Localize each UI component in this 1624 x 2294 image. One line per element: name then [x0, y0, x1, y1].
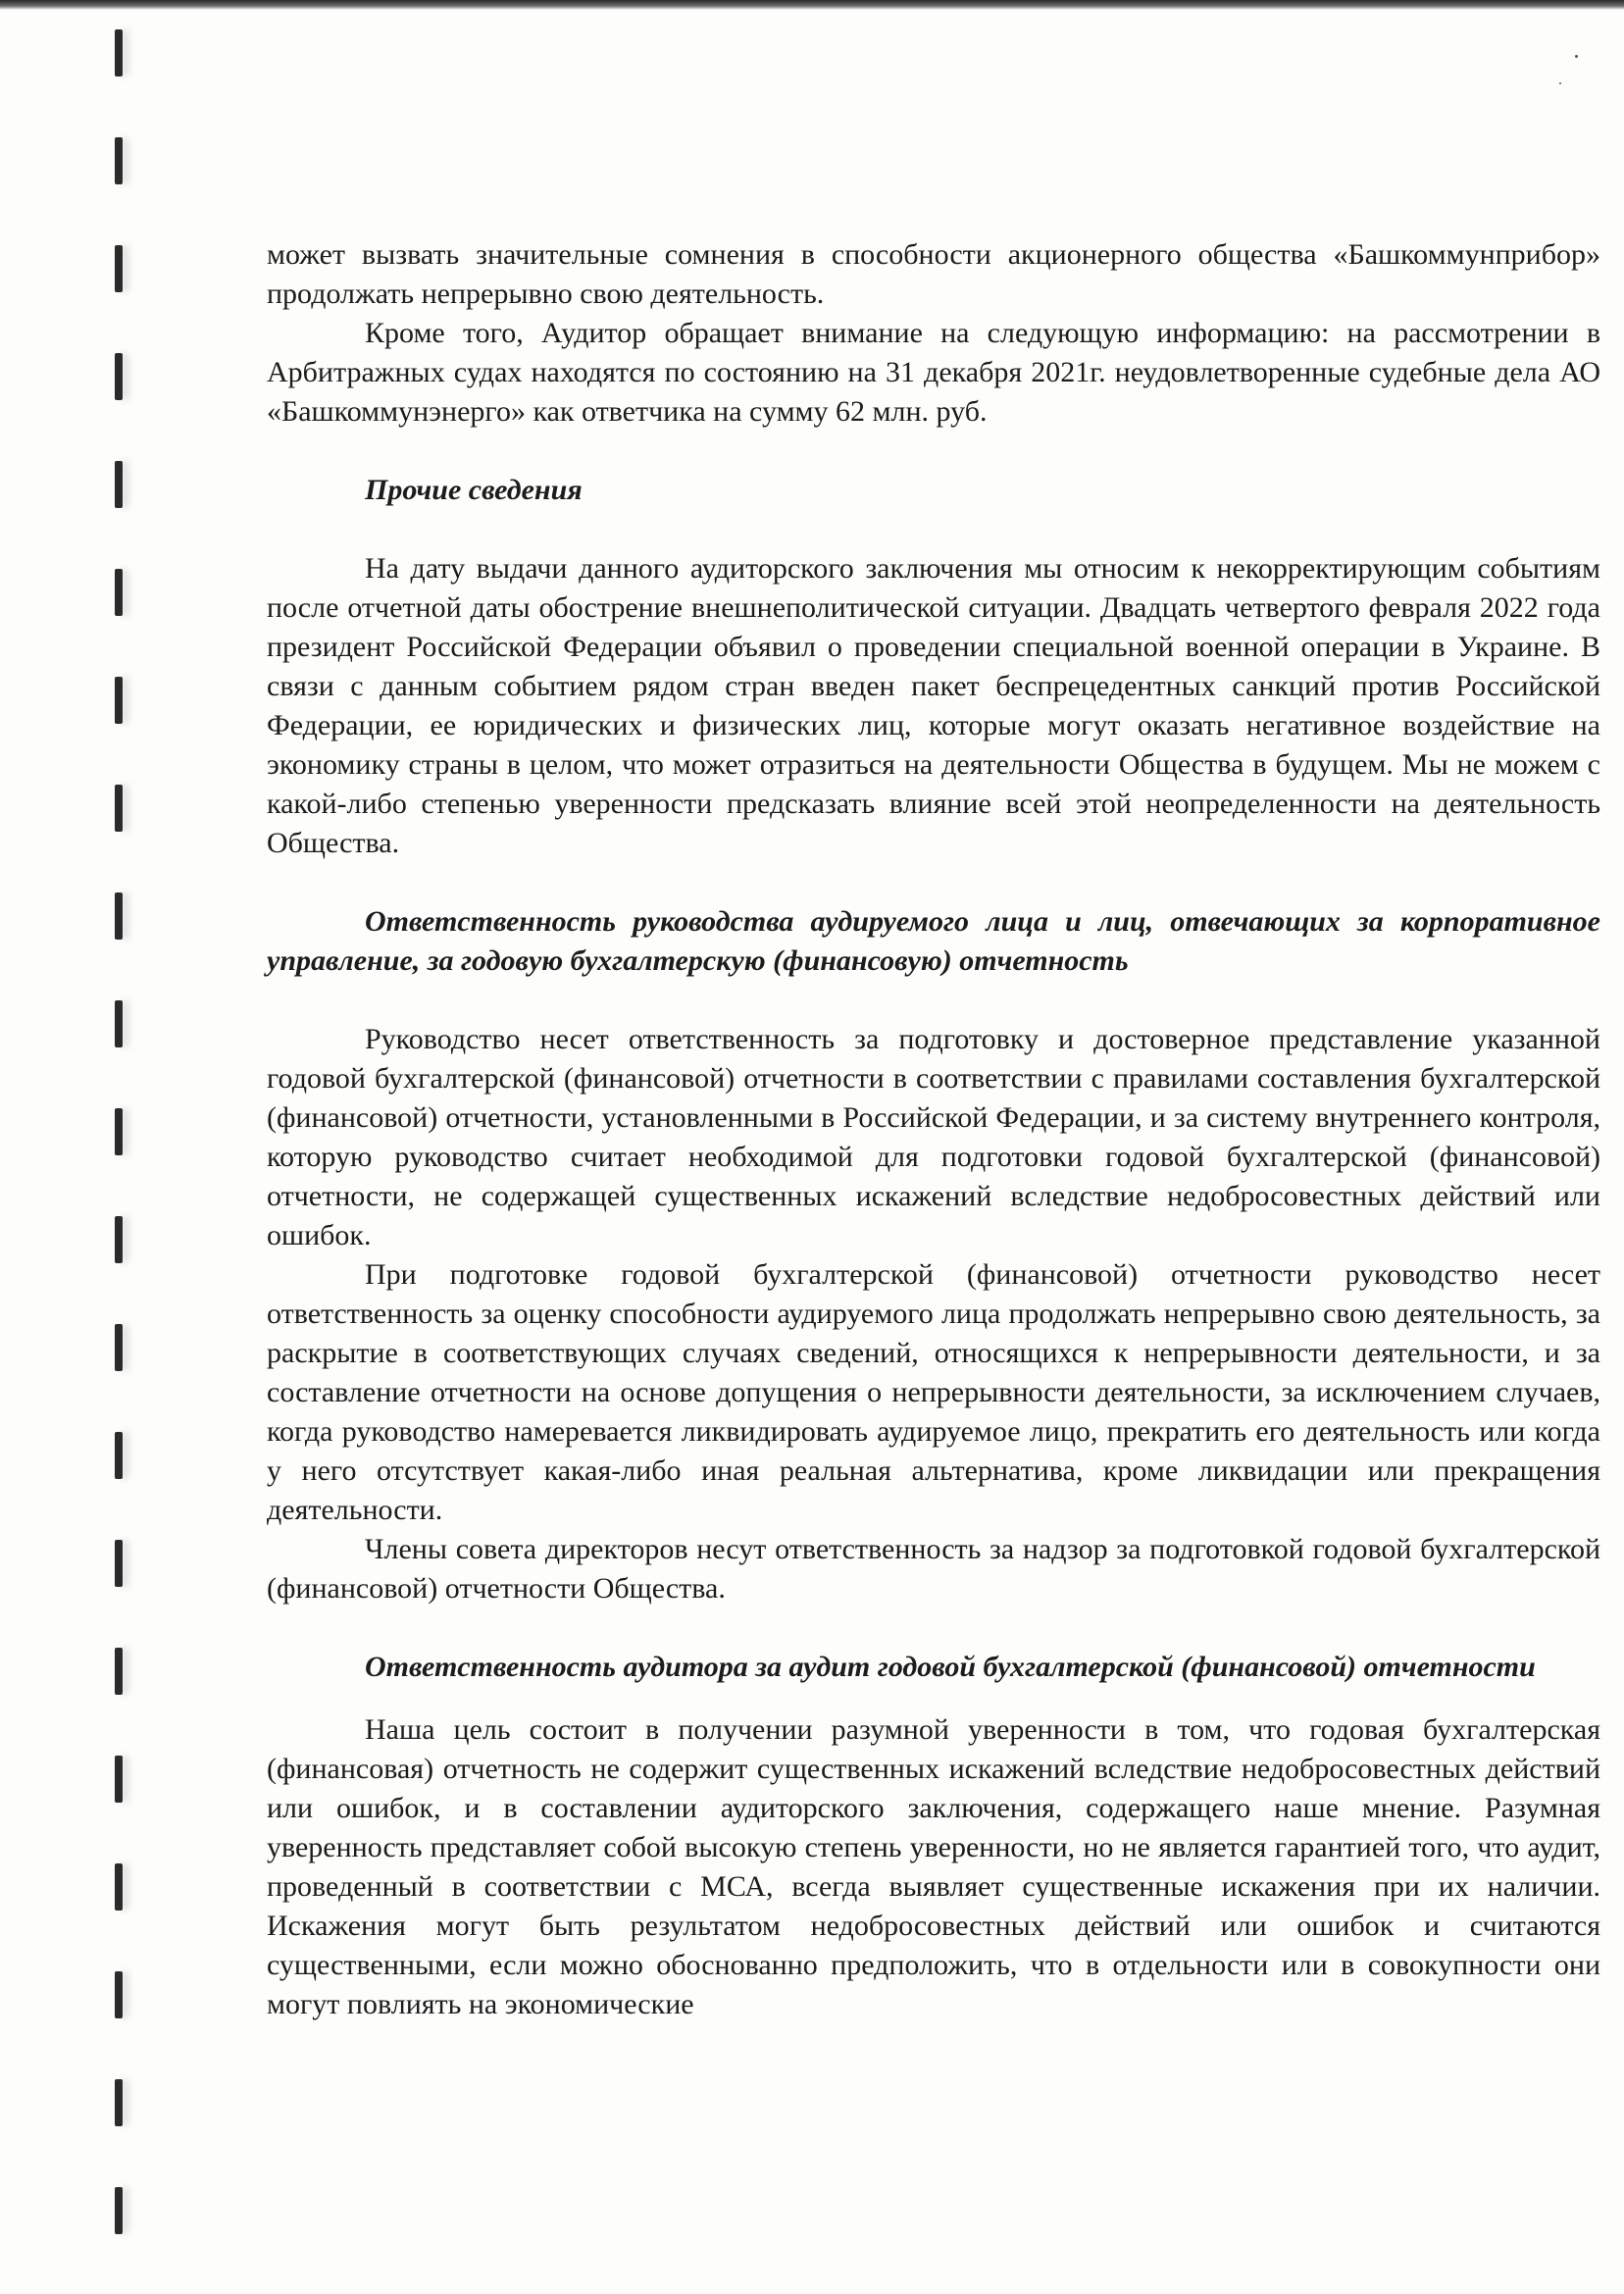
binding-mark: [115, 1432, 123, 1479]
binding-mark: [115, 245, 123, 292]
binding-mark: [115, 1540, 123, 1587]
paragraph: Члены совета директоров несут ответственность за надзор за подготовкой годовой бухгалтерской (финансовой) отчетности Общества.: [267, 1533, 1600, 1605]
scan-speck: [1559, 82, 1561, 84]
paragraph: Кроме того, Аудитор обращает внимание на следующую информацию: на рассмотрении в Арбитражных судах находятся по состоянию на 31 декабря 2021г. неудовлетворенные судебные дела АО «Башкоммунэнерго» как ответчика на сумму 62 млн. руб.: [267, 317, 1600, 428]
section-management-responsibility: [267, 902, 1600, 1608]
binding-mark: [115, 2187, 123, 2234]
document-body: [267, 235, 1600, 2024]
scan-speck: [1575, 55, 1578, 58]
paragraph: может вызвать значительные сомнения в способности акционерного общества «Башкоммунприбор» продолжать непрерывно свою деятельность.: [267, 238, 1600, 310]
binding-mark: [115, 29, 123, 76]
binding-mark: [115, 1324, 123, 1371]
paragraph: При подготовке годовой бухгалтерской (финансовой) отчетности руководство несет ответственность за оценку способности аудируемого лица продолжать непрерывно свою деятельность, за раскрытие в соответствующих случаях сведений, относящихся к непрерывности деятельности, и за составление отчетности на основе допущения о непрерывности деятельности, за исключением случаев, когда руководство намеревается ликвидировать аудируемое лицо, прекратить его деятельность или когда у него отсутствует какая-либо иная реальная альтернатива, кроме ликвидации или прекращения деятельности.: [267, 1258, 1600, 1526]
binding-mark: [115, 1971, 123, 2018]
binding-mark: [115, 1756, 123, 1803]
binding-mark: [115, 1000, 123, 1047]
section-heading: Ответственность аудитора за аудит годовой бухгалтерской (финансовой) отчетности: [365, 1651, 1536, 1683]
binding-mark: [115, 677, 123, 724]
binding-mark: [115, 785, 123, 832]
section-auditor-responsibility: [267, 1648, 1600, 2024]
paragraph: На дату выдачи данного аудиторского заключения мы относим к некорректирующим событиям после отчетной даты обострение внешнеполитической ситуации. Двадцать четвертого февраля 2022 года президент Российской Федерации объявил о проведении специальной военной операции в Украине. В связи с данным событием рядом стран введен пакет беспрецедентных санкций против Российской Федерации, ее юридических и физических лиц, которые могут оказать негативное воздействие на экономику страны в целом, что может отразиться на деятельности Общества в будущем. Мы не можем с какой-либо степенью уверенности предсказать влияние всей этой неопределенности на деятельность Общества.: [267, 552, 1600, 859]
binding-mark: [115, 892, 123, 940]
paragraph: Руководство несет ответственность за подготовку и достоверное представление указанной годовой бухгалтерской (финансовой) отчетности в соответствии с правилами составления бухгалтерской (финансовой) отчетности, установленными в Российской Федерации, и за систему внутреннего контроля, которую руководство считает необходимой для подготовки годовой бухгалтерской (финансовой) отчетности, не содержащей существенных искажений вследствие недобросовестных действий или ошибок.: [267, 1023, 1600, 1251]
binding-mark: [115, 1108, 123, 1155]
section-continuation: [267, 235, 1600, 432]
binding-mark: [115, 137, 123, 184]
paragraph: Наша цель состоит в получении разумной уверенности в том, что годовая бухгалтерская (финансовая) отчетность не содержит существенных искажений вследствие недобросовестных действий или ошибок, и в составлении аудиторского заключения, содержащего наше мнение. Разумная уверенность представляет собой высокую степень уверенности, но не является гарантией того, что аудит, проведенный в соответствии с МСА, всегда выявляет существенные искажения при их наличии. Искажения могут быть результатом недобросовестных действий или ошибок и считаются существенными, если можно обоснованно предположить, что в отдельности или в совокупности они могут повлиять на экономические: [267, 1713, 1600, 2020]
binding-holes: [110, 29, 135, 2285]
scan-top-edge: [0, 0, 1624, 10]
binding-mark: [115, 569, 123, 616]
section-other-info: [267, 471, 1600, 863]
binding-mark: [115, 461, 123, 508]
binding-mark: [115, 1648, 123, 1695]
binding-mark: [115, 353, 123, 400]
section-heading: Прочие сведения: [365, 474, 583, 506]
binding-mark: [115, 2079, 123, 2126]
binding-mark: [115, 1216, 123, 1263]
section-heading: Ответственность руководства аудируемого лица и лиц, отвечающих за корпоративное управление, за годовую бухгалтерскую (финансовую) отчетность: [267, 905, 1600, 977]
binding-mark: [115, 1863, 123, 1911]
